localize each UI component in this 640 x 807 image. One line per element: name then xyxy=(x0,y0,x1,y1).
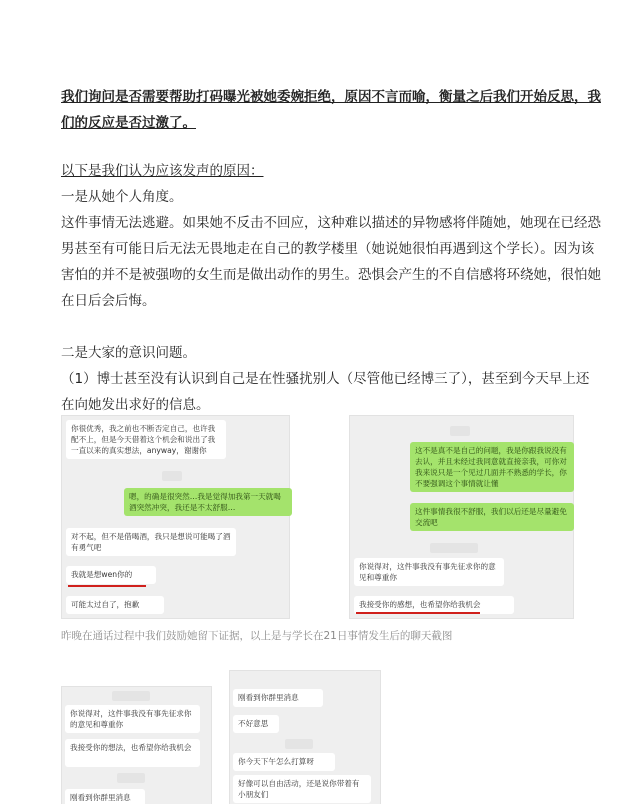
chat-timestamp xyxy=(162,471,182,481)
chat-bubble: 嗯，的确是很突然…我是觉得加我第一天就喝酒突然冲突，我还是不太舒服… xyxy=(124,488,292,516)
intro-line-1: 我们询问是否需要帮助打码曝光被她委婉拒绝，原因不言而喻，衡量之后我们开始反思，我 xyxy=(61,89,601,105)
point1-line-1: 这件事情无法逃避。如果她不反击不回应，这种难以描述的异物感将伴随她，她现在已经恐 xyxy=(61,215,601,231)
point2-title: 二是大家的意识问题。 xyxy=(61,345,196,361)
point2-line-1: （1）博士甚至没有认识到自己是在性骚扰别人（尽管他已经博三了），甚至到今天早上还 xyxy=(61,371,590,387)
reasons-heading: 以下是我们认为应该发声的原因： xyxy=(61,163,264,179)
highlight-underline xyxy=(356,612,480,614)
chat-bubble: 好像可以自由活动，还是说你带着有小朋友们 xyxy=(233,775,371,803)
chat-timestamp xyxy=(285,739,313,749)
chat-timestamp xyxy=(430,543,478,553)
intro-line-2: 们的反应是否过激了。 xyxy=(61,115,196,131)
chat-bubble: 你很优秀，我之前也不断否定自己，也许我配不上，但是今天借着这个机会和说出了我一直以来的真实想法，anyway，谢谢你 xyxy=(66,420,226,459)
chat-screenshot-bottom-right xyxy=(229,670,381,804)
chat-bubble: 不好意思 xyxy=(233,715,279,733)
chat-bubble: 我接受你的想法，也希望你给我机会 xyxy=(65,739,200,767)
figure-caption: 昨晚在通话过程中我们鼓励她留下证据，以上是与学长在21日事情发生后的聊天截图 xyxy=(61,630,453,642)
point1-line-2: 男甚至有可能日后无法无畏地走在自己的教学楼里（她说她很怕再遇到这个学长）。因为该 xyxy=(61,241,595,257)
chat-bubble: 我就是想wen你的 xyxy=(66,566,156,584)
chat-bubble: 可能太过自了，抱歉 xyxy=(66,596,164,614)
chat-timestamp xyxy=(450,426,470,436)
chat-bubble: 你今天下午怎么打算呀 xyxy=(233,753,335,771)
chat-screenshot-bottom-left xyxy=(61,686,212,804)
chat-bubble: 刚看到你群里消息 xyxy=(65,789,145,807)
chat-bubble: 这件事情我很不舒服，我们以后还是尽量避免交流吧 xyxy=(410,503,574,531)
chat-bubble: 对不起，但不是借喝酒，我只是想说可能喝了酒有勇气吧 xyxy=(66,528,236,556)
chat-bubble: 你说得对，这件事我没有事先征求你的意见和尊重你 xyxy=(65,705,200,733)
chat-bubble: 这不是真不是自己的问题，我是你跟我说没有去认，并且未经过我同意就直接亲我，可你对我来说只是一个见过几面并不熟悉的学长，你不要强调这个事情就让懂 xyxy=(410,442,574,492)
point1-line-3: 害怕的并不是被强吻的女生而是做出动作的男生。恐惧会产生的不自信感将环绕她，很怕她 xyxy=(61,267,601,283)
chat-bubble: 你说得对，这件事我没有事先征求你的意见和尊重你 xyxy=(354,558,504,586)
point2-line-2: 在向她发出求好的信息。 xyxy=(61,397,210,413)
chat-timestamp xyxy=(117,773,145,783)
chat-bubble: 我接受你的感想，也希望你给我机会 xyxy=(354,596,514,614)
chat-screenshot-left xyxy=(61,415,290,619)
highlight-underline xyxy=(68,585,146,587)
chat-screenshot-right xyxy=(349,415,574,619)
point1-line-4: 在日后会后悔。 xyxy=(61,293,156,309)
chat-bubble: 刚看到你群里消息 xyxy=(233,689,323,707)
chat-timestamp xyxy=(112,691,150,701)
point1-title: 一是从她个人角度。 xyxy=(61,189,183,205)
